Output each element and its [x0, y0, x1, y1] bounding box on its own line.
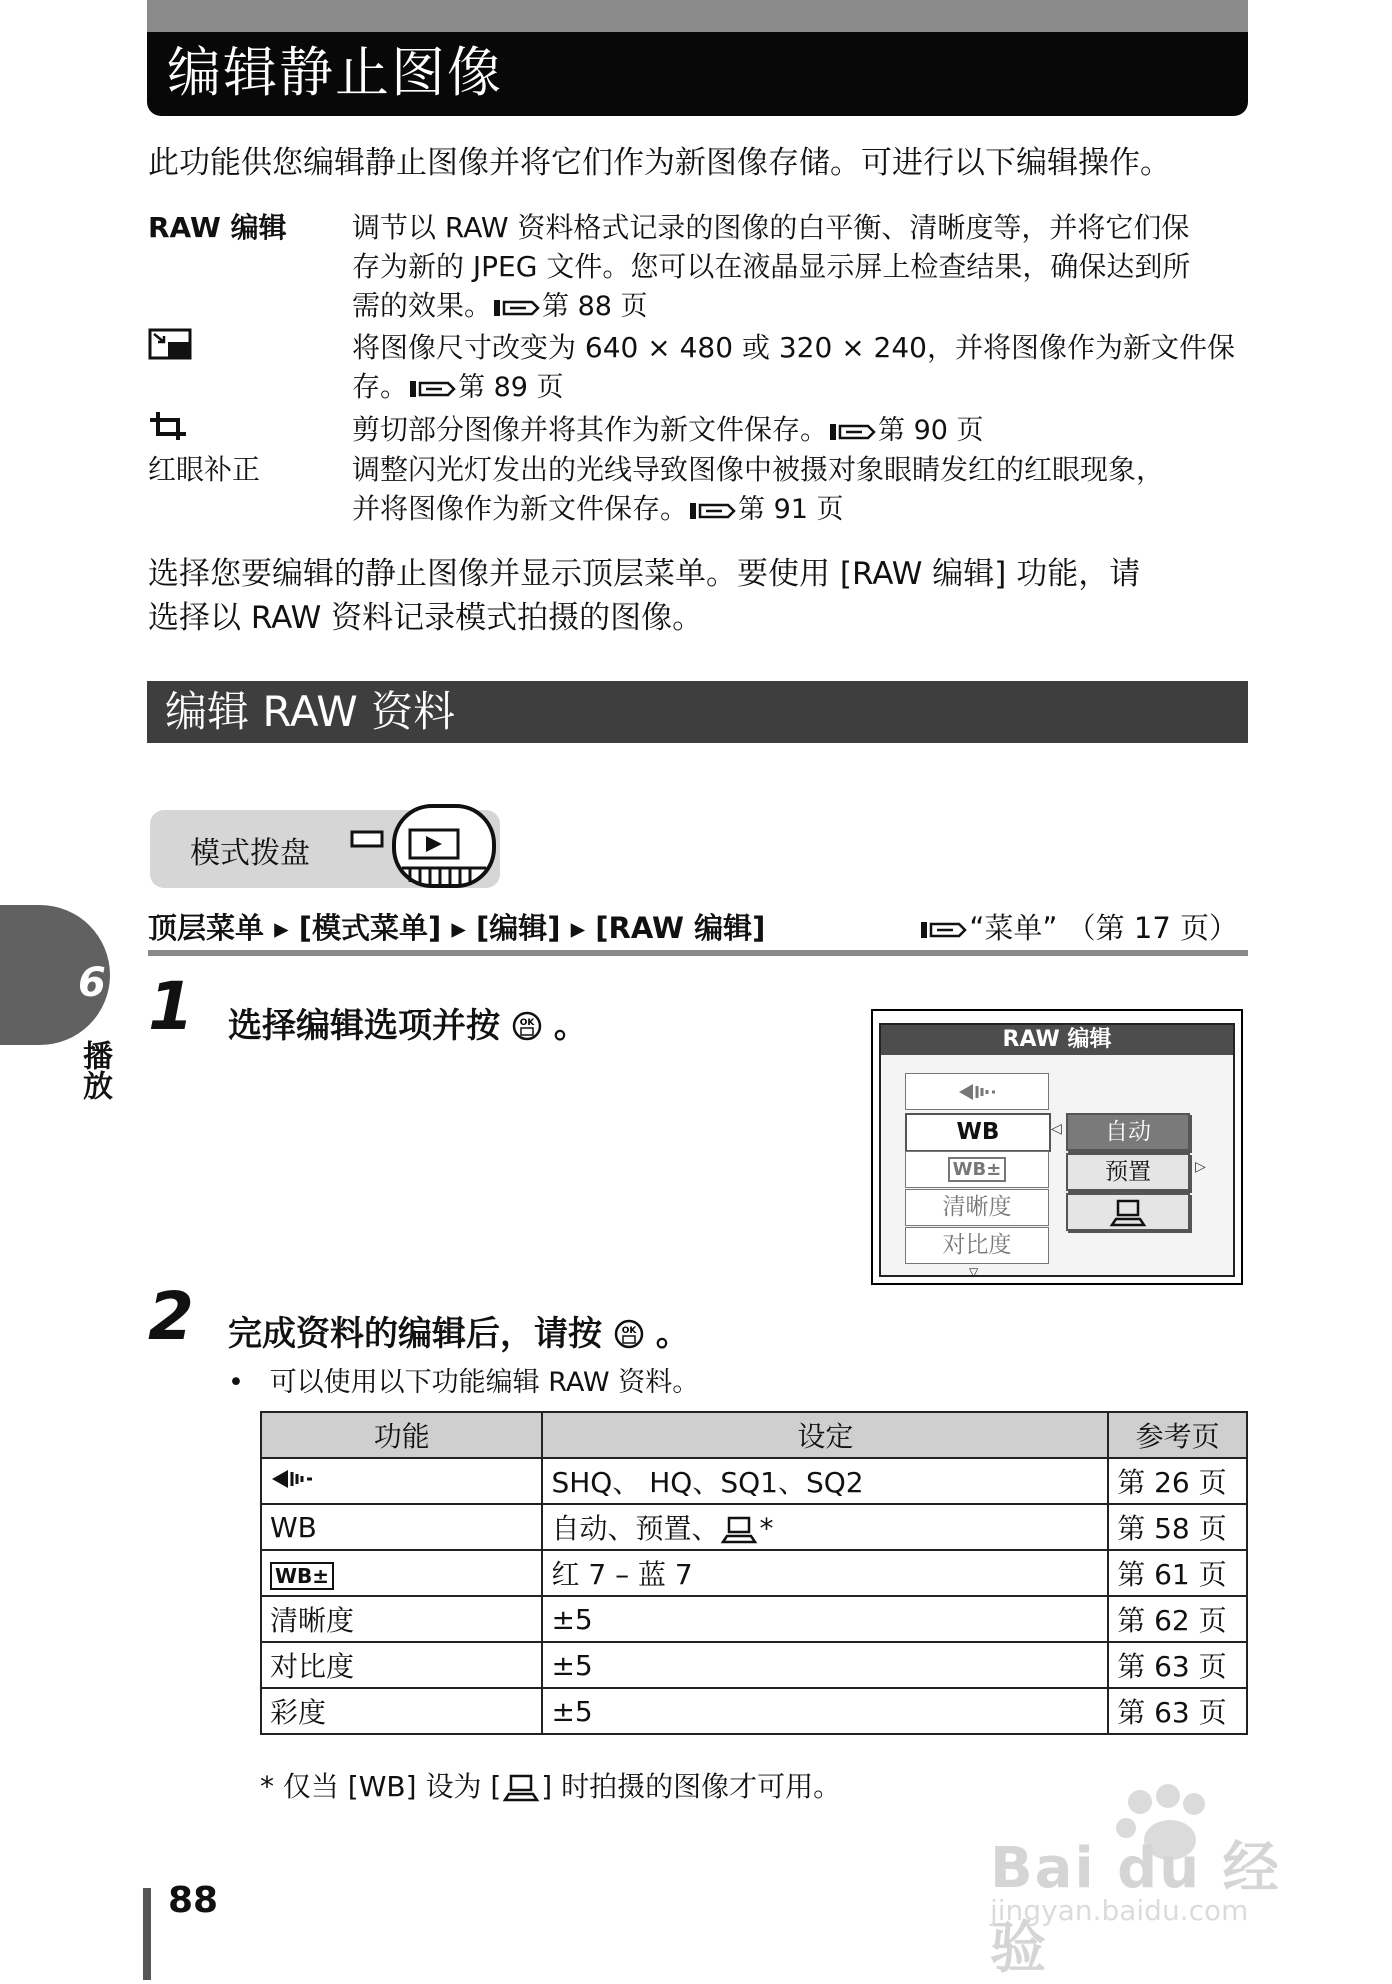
lcd-item-wb[interactable]: WB — [905, 1113, 1051, 1152]
table-row — [261, 1642, 1247, 1688]
feature-label-redeye: 红眼补正 — [148, 453, 261, 486]
playback-dial-icon — [350, 804, 500, 894]
table-cell: WB — [261, 1504, 542, 1550]
settings-table — [260, 1411, 1248, 1735]
table-cell: 自动、预置、 * — [542, 1504, 1108, 1550]
step-number: 2 — [148, 1278, 194, 1355]
table-cell: 第 62 页 — [1108, 1596, 1247, 1642]
ref-icon — [492, 291, 542, 322]
breadcrumb — [148, 905, 1248, 951]
wb-compensation-icon: WB± — [261, 1550, 542, 1596]
feature-ref: 第 88 页 — [542, 291, 648, 322]
table-cell: 第 61 页 — [1108, 1550, 1247, 1596]
ref-icon — [688, 494, 738, 525]
page-title: 编辑静止图像 — [167, 41, 503, 104]
table-header-row — [261, 1412, 1247, 1458]
custom-wb-icon — [1108, 1199, 1148, 1227]
ok-button-icon — [614, 1319, 644, 1349]
watermark-brand: Bai du 经验 — [990, 1836, 1281, 1981]
chapter-label: 播放 — [77, 1040, 112, 1100]
feature-desc-crop: 剪切部分图像并将其作为新文件保存。 第 90 页 — [352, 413, 984, 446]
svg-text:OK: OK — [519, 1018, 535, 1028]
footnote: * 仅当 [WB] 设为 [ ] 时拍摄的图像才可用。 — [260, 1770, 842, 1803]
table-header: 设定 — [542, 1412, 1108, 1458]
page-number-rule — [143, 1888, 151, 1980]
lcd-item-sharpness[interactable]: 清晰度 — [905, 1189, 1049, 1226]
table-cell: 第 63 页 — [1108, 1642, 1247, 1688]
step-text: 选择编辑选项并按 OK 。 — [228, 1006, 588, 1046]
quality-icon — [261, 1458, 542, 1504]
quality-icon — [957, 1081, 997, 1103]
feature-ref: 第 89 页 — [458, 372, 564, 403]
arrow-left-icon: ◁ — [1051, 1121, 1062, 1137]
table-cell: 对比度 — [261, 1642, 542, 1688]
breadcrumb-path: 顶层菜单 ▸ [模式菜单] ▸ [编辑] ▸ [RAW 编辑] — [148, 911, 766, 945]
watermark-url: jingyan.baidu.com — [990, 1894, 1249, 1927]
table-cell: ±5 — [542, 1596, 1108, 1642]
feature-desc-redeye: 调整闪光灯发出的光线导致图像中被摄对象眼睛发红的红眼现象， 并将图像作为新文件保存。 第 91 页 — [352, 453, 1165, 525]
feature-ref: 第 90 页 — [878, 415, 984, 446]
step-text: 完成资料的编辑后，请按 OK 。 — [228, 1314, 690, 1354]
lcd-item-quality[interactable] — [905, 1073, 1049, 1110]
page-number: 88 — [168, 1880, 219, 1921]
breadcrumb-ref: “菜单” （第 17 页） — [919, 905, 1238, 951]
table-cell: 第 63 页 — [1108, 1688, 1247, 1734]
lcd-item-contrast[interactable]: 对比度 — [905, 1227, 1049, 1264]
lcd-option-preset[interactable]: 预置 — [1066, 1153, 1190, 1191]
feature-desc-raw: 调节以 RAW 资料格式记录的图像的白平衡、清晰度等，并将它们保 存为新的 JPEG 文件。您可以在液晶显示屏上检查结果，确保达到所 需的效果。 第 88 页 — [352, 211, 1191, 322]
lcd-option-auto[interactable]: 自动 — [1066, 1113, 1190, 1151]
ref-icon — [919, 918, 969, 942]
mode-dial-box — [150, 810, 500, 888]
table-cell: ±5 — [542, 1642, 1108, 1688]
table-cell: 彩度 — [261, 1688, 542, 1734]
table-cell: 红 7 – 蓝 7 — [542, 1550, 1108, 1596]
table-row — [261, 1550, 1247, 1596]
table-row — [261, 1458, 1247, 1504]
ref-icon — [408, 372, 458, 403]
intro-text: 此功能供您编辑静止图像并将它们作为新图像存储。可进行以下编辑操作。 — [148, 145, 1171, 181]
baidu-watermark — [990, 1780, 1310, 1981]
table-header: 参考页 — [1108, 1412, 1247, 1458]
lcd-title: RAW 编辑 — [881, 1025, 1233, 1055]
table-header: 功能 — [261, 1412, 542, 1458]
feature-desc-resize: 将图像尺寸改变为 640 × 480 或 320 × 240，并将图像作为新文件保 存。 第 89 页 — [352, 331, 1236, 403]
lcd-option-custom[interactable] — [1066, 1193, 1190, 1231]
lcd-item-wb-comp[interactable]: WB± — [905, 1151, 1049, 1188]
table-cell: 第 58 页 — [1108, 1504, 1247, 1550]
chapter-number: 6 — [78, 960, 106, 1006]
ref-icon — [828, 415, 878, 446]
arrow-right-icon: ▷ — [1195, 1159, 1206, 1175]
resize-icon — [148, 328, 338, 370]
custom-wb-icon — [501, 1774, 541, 1802]
table-row — [261, 1688, 1247, 1734]
bullet-text: • 可以使用以下功能编辑 RAW 资料。 — [228, 1367, 700, 1398]
table-cell: 清晰度 — [261, 1596, 542, 1642]
scroll-down-icon: ▽ — [969, 1265, 979, 1279]
title-bar — [147, 0, 1248, 116]
table-cell: SHQ、 HQ、SQ1、SQ2 — [542, 1458, 1108, 1504]
mode-dial-label: 模式拨盘 — [190, 836, 310, 871]
feature-label-raw: RAW 编辑 — [148, 211, 287, 244]
step-number: 1 — [148, 968, 194, 1045]
table-row — [261, 1596, 1247, 1642]
svg-text:OK: OK — [621, 1326, 637, 1336]
table-cell: ±5 — [542, 1688, 1108, 1734]
feature-ref: 第 91 页 — [738, 494, 844, 525]
custom-wb-icon — [719, 1516, 759, 1544]
table-row — [261, 1504, 1247, 1550]
instruction-paragraph: 选择您要编辑的静止图像并显示顶层菜单。要使用 [RAW 编辑] 功能，请 选择以 RAW 资料记录模式拍摄的图像。 — [148, 556, 1141, 636]
ok-button-icon — [512, 1011, 542, 1041]
table-cell: 第 26 页 — [1108, 1458, 1247, 1504]
lcd-screen — [871, 1009, 1243, 1285]
divider — [148, 950, 1248, 956]
section-header — [147, 681, 1248, 743]
section-title: 编辑 RAW 资料 — [165, 687, 456, 736]
crop-icon — [148, 410, 338, 452]
